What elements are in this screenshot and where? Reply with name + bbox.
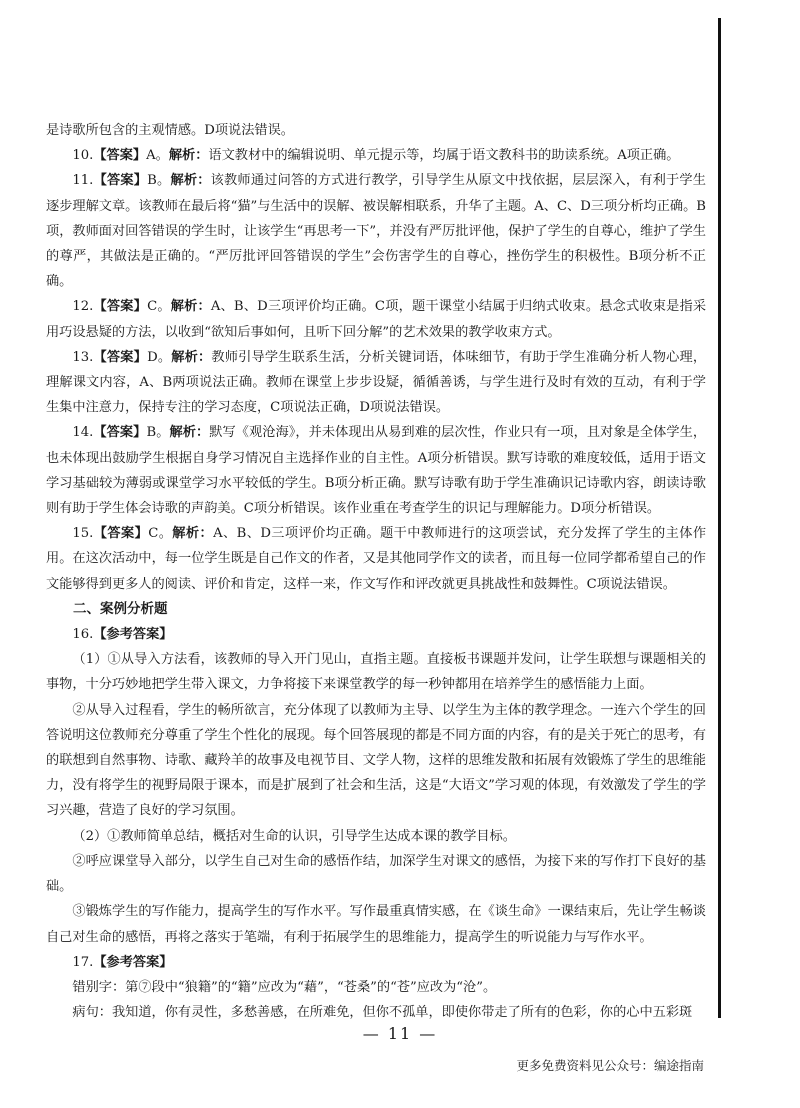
answer-11 <box>46 168 706 294</box>
answer-14-tag: 【答案】 <box>93 425 147 441</box>
answer-10-choice: A。 <box>146 148 169 164</box>
answer-12-choice: C。 <box>147 299 171 315</box>
answer-10-tag: 【答案】 <box>93 148 147 164</box>
answer-13-tag: 【答案】 <box>93 349 148 365</box>
answer-12 <box>46 294 706 344</box>
answer-16-part1-a: （1）①从导入方法看，该教师的导入开门见山，直指主题。直接板书课题并发问，让学生联想与课题相关的事物，十分巧妙地把学生带入课文，力争将接下来课堂教学的每一秒钟都用在培养学生的感悟能力上面。 <box>46 652 706 693</box>
answer-16-part2-c: ③锻炼学生的写作能力，提高学生的写作水平。写作最重真情实感，在《谈生命》一课结束后，先让学生畅谈自己对生命的感悟，再将之落实于笔端，有利于拓展学生的思维能力，提高学生的听说能力与写作水平。 <box>46 904 706 945</box>
document-page <box>46 118 706 1025</box>
paragraph-9-tail: 是诗歌所包含的主观情感。D项说法错误。 <box>46 123 294 138</box>
answer-12-text: A、B、D三项评价均正确。C项，题干课堂小结属于归纳式收束。悬念式收束是指采用巧设悬疑的方法，以收到“欲知后事如何，且听下回分解”的艺术效果的教学收束方式。 <box>46 299 707 340</box>
answer-13-jiexi: 解析： <box>171 349 212 365</box>
answer-14 <box>46 420 706 521</box>
answer-14-text: 默写《观沧海》，并未体现出从易到难的层次性，作业只有一项，且对象是全体学生，也未体现出鼓励学生根据自身学习情况自主选择作业的自主性。A项分析错误。默写诗歌的难度较低，适用于语文学习基础较为薄弱或课堂学习水平较低的学生。B项分析正确。默写诗歌有助于学生准确识记诗歌内容，朗读诗歌则有助于学生体会诗歌的声韵美。C项分析错误。该作业重在考查学生的识记与理解能力。D项分析错误。 <box>46 425 707 517</box>
answer-13-text: 教师引导学生联系生活，分析关键词语，体味细节，有助于学生准确分析人物心理，理解课文内容，A、B两项说法正确。教师在课堂上步步设疑，循循善诱，与学生进行及时有效的互动，有利于学生集中注意力，保持专注的学习态度，C项说法正确，D项说法错误。 <box>46 349 707 416</box>
answer-10-jiexi: 解析： <box>168 148 209 164</box>
answer-15-choice: C。 <box>148 526 173 542</box>
answer-15-jiexi: 解析： <box>172 526 214 542</box>
answer-13-num: 13. <box>72 349 94 365</box>
answer-16-num: 16. <box>72 627 94 643</box>
answer-15 <box>46 521 706 597</box>
answer-12-jiexi: 解析： <box>170 299 211 315</box>
answer-17-typos: 错别字：第⑦段中“狼籍”的“籍”应改为“藉”，“苍桑”的“苍”应改为“沧”。 <box>72 979 497 995</box>
answer-10 <box>46 143 706 168</box>
answer-13 <box>46 345 706 421</box>
scan-edge-line <box>718 18 721 1018</box>
answer-14-jiexi: 解析： <box>169 425 210 441</box>
answer-15-num: 15. <box>72 526 94 542</box>
answer-12-tag: 【答案】 <box>93 299 148 315</box>
answer-11-text: 该教师通过问答的方式进行教学，引导学生从原文中找依据，层层深入，有利于学生逐步理解文章。该教师在最后将“猫”与生活中的误解、被误解相联系，升华了主题。A、C、D三项分析均正确。B项，教师面对回答错误的学生时，让该学生“再思考一下”，并没有严厉批评他，保护了学生的自尊心，维护了学生的尊严，其做法是正确的。“严厉批评回答错误的学生”会伤害学生的自尊心，挫伤学生的积极性。B项分析不正确。 <box>46 173 706 290</box>
answer-10-text: 语文教材中的编辑说明、单元提示等，均属于语文教科书的助读系统。A项正确。 <box>208 148 680 164</box>
answer-11-tag: 【答案】 <box>93 173 148 189</box>
answer-16-part2-b: ②呼应课堂导入部分，以学生自己对生命的感悟作结，加深学生对课文的感悟，为接下来的写作打下良好的基础。 <box>46 853 706 895</box>
answer-11-jiexi: 解析： <box>170 173 211 189</box>
answer-13-choice: D。 <box>147 349 172 365</box>
answer-12-num: 12. <box>72 299 94 315</box>
section-heading-case-analysis: 二、案例分析题 <box>73 600 168 617</box>
answer-16-header <box>46 622 706 647</box>
answer-17-header <box>46 950 706 975</box>
answer-16-tag: 【参考答案】 <box>93 627 173 643</box>
answer-11-num: 11. <box>72 173 94 189</box>
footer-note: 更多免费资料见公众号：编途指南 <box>516 1058 704 1073</box>
answer-17-tag: 【参考答案】 <box>93 954 173 970</box>
answer-17-sentence: 病句：我知道，你有灵性，多愁善感，在所难免，但你不孤单，即使你带走了所有的色彩，你的心中五彩斑 <box>72 1005 693 1021</box>
answer-17-num: 17. <box>72 954 94 970</box>
answer-14-choice: B。 <box>146 425 170 441</box>
answer-11-choice: B。 <box>147 173 171 189</box>
answer-15-text: A、B、D三项评价均正确。题干中教师进行的这项尝试，充分发挥了学生的主体作用。在这次活动中，每一位学生既是自己作文的作者，又是其他同学作文的读者，而且每一位同学都希望自己的作文能够得到更多人的阅读、评价和肯定，这样一来，作文写作和评改就更具挑战性和鼓舞性。C项说法错误。 <box>46 526 707 592</box>
answer-15-tag: 【答案】 <box>93 526 149 542</box>
answer-16-part2-a: （2）①教师简单总结，概括对生命的认识，引导学生达成本课的教学目标。 <box>72 828 516 844</box>
page-number: — 11 — <box>362 1024 438 1043</box>
answer-10-num: 10. <box>72 148 94 164</box>
answer-14-num: 14. <box>72 425 94 441</box>
answer-16-part1-b: ②从导入过程看，学生的畅所欲言，充分体现了以教师为主导、以学生为主体的教学理念。一连六个学生的回答说明这位教师充分尊重了学生个性化的展现。每个回答展现的都是不同方面的内容，有的是关于死亡的思考，有的联想到自然事物、诗歌、藏羚羊的故事及电视节目、文学人物，这样的思维发散和拓展有效锻炼了学生的思维能力，没有将学生的视野局限于课本，而是扩展到了社会和生活，这是“大语文”学习观的体现，有效激发了学生的学习兴趣，营造了良好的学习氛围。 <box>46 702 706 819</box>
